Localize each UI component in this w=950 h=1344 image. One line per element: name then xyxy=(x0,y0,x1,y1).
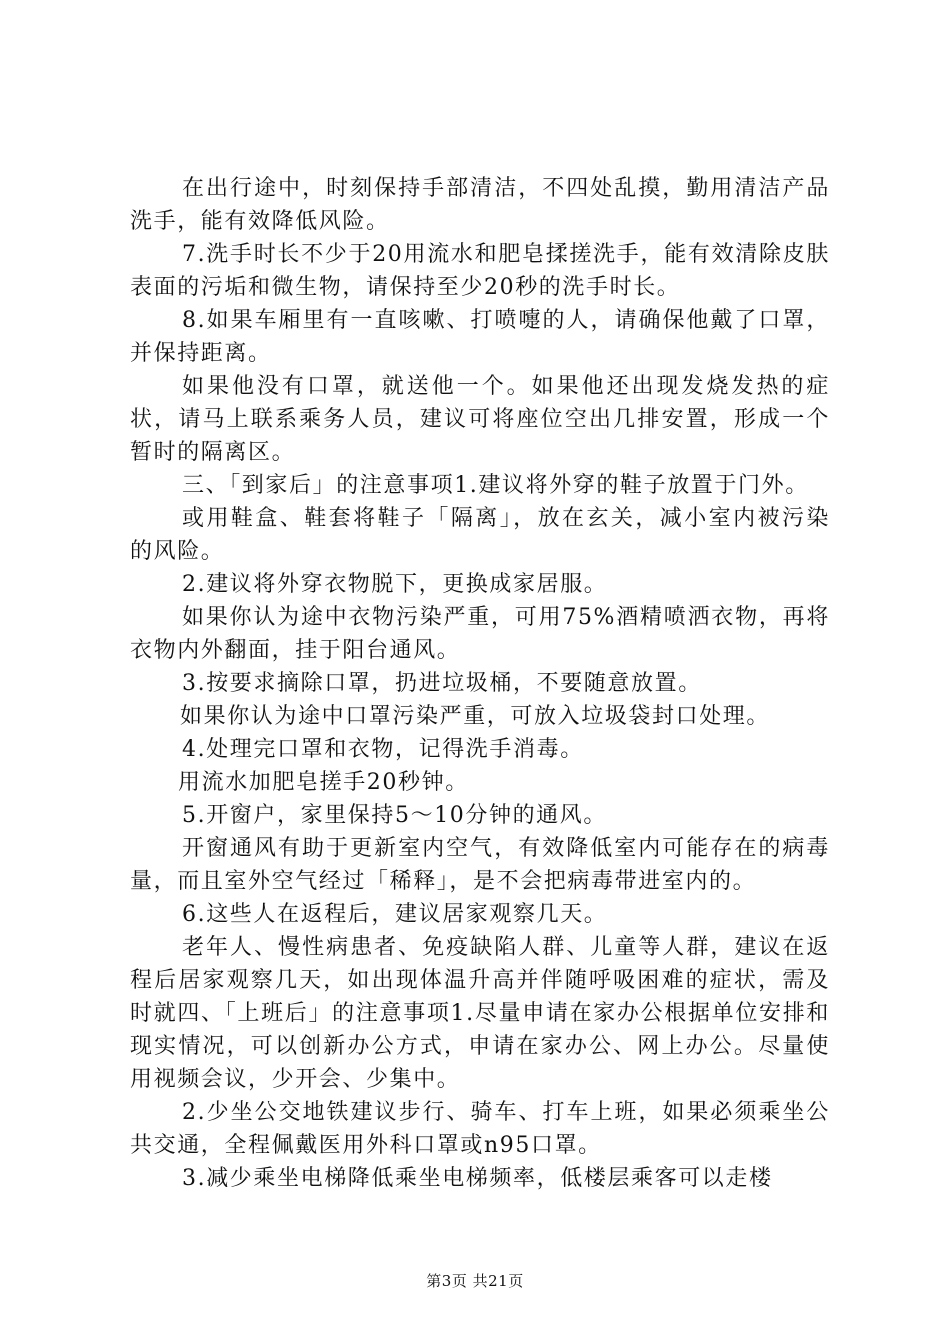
paragraph: 如果你认为途中口罩污染严重，可放入垃圾袋封口处理。 xyxy=(180,704,771,729)
paragraph: 4.处理完口罩和衣物，记得洗手消毒。 xyxy=(182,737,584,762)
paragraph: 用流水加肥皂搓手20秒钟。 xyxy=(178,770,469,795)
paragraph: 5.开窗户，家里保持5～10分钟的通风。 xyxy=(182,803,607,828)
paragraph: 8.如果车厢里有一直咳嗽、打喷嚏的人，请确保他戴了口罩，并保持距离。 xyxy=(130,308,830,366)
paragraph: 在出行途中，时刻保持手部清洁，不四处乱摸，勤用清洁产品洗手，能有效降低风险。 xyxy=(130,176,830,234)
paragraph: 或用鞋盒、鞋套将鞋子「隔离」，放在玄关，减小室内被污染的风险。 xyxy=(130,506,830,564)
document-body xyxy=(130,172,830,1195)
paragraph: 老年人、慢性病患者、免疫缺陷人群、儿童等人群，建议在返程后居家观察几天，如出现体温升高并伴随呼吸困难的症状，需及时就四、「上班后」的注意事项1.尽量申请在家办公根据单位安排和现实情况，可以创新办公方式，申请在家办公、网上办公。尽量使用视频会议，少开会、少集中。 xyxy=(130,935,830,1092)
paragraph: 三、「到家后」的注意事项1.建议将外穿的鞋子放置于门外。 xyxy=(182,473,809,498)
paragraph: 3.按要求摘除口罩，扔进垃圾桶，不要随意放置。 xyxy=(182,671,702,696)
page-footer: 第3页 共21页 xyxy=(426,1272,524,1290)
paragraph: 6.这些人在返程后，建议居家观察几天。 xyxy=(182,902,608,927)
paragraph: 2.建议将外穿衣物脱下，更换成家居服。 xyxy=(182,572,608,597)
paragraph: 如果他没有口罩，就送他一个。如果他还出现发烧发热的症状，请马上联系乘务人员，建议可将座位空出几排安置，形成一个暂时的隔离区。 xyxy=(130,374,830,465)
paragraph: 7.洗手时长不少于20用流水和肥皂揉搓洗手，能有效清除皮肤表面的污垢和微生物，请保持至少20秒的洗手时长。 xyxy=(130,242,830,300)
paragraph: 3.减少乘坐电梯降低乘坐电梯频率，低楼层乘客可以走楼 xyxy=(182,1166,773,1191)
paragraph: 开窗通风有助于更新室内空气，有效降低室内可能存在的病毒量，而且室外空气经过「稀释」，是不会把病毒带进室内的。 xyxy=(130,836,830,894)
paragraph: 2.少坐公交地铁建议步行、骑车、打车上班，如果必须乘坐公共交通，全程佩戴医用外科口罩或n95口罩。 xyxy=(130,1100,830,1158)
paragraph: 如果你认为途中衣物污染严重，可用75%酒精喷洒衣物，再将衣物内外翻面，挂于阳台通风。 xyxy=(130,605,830,663)
